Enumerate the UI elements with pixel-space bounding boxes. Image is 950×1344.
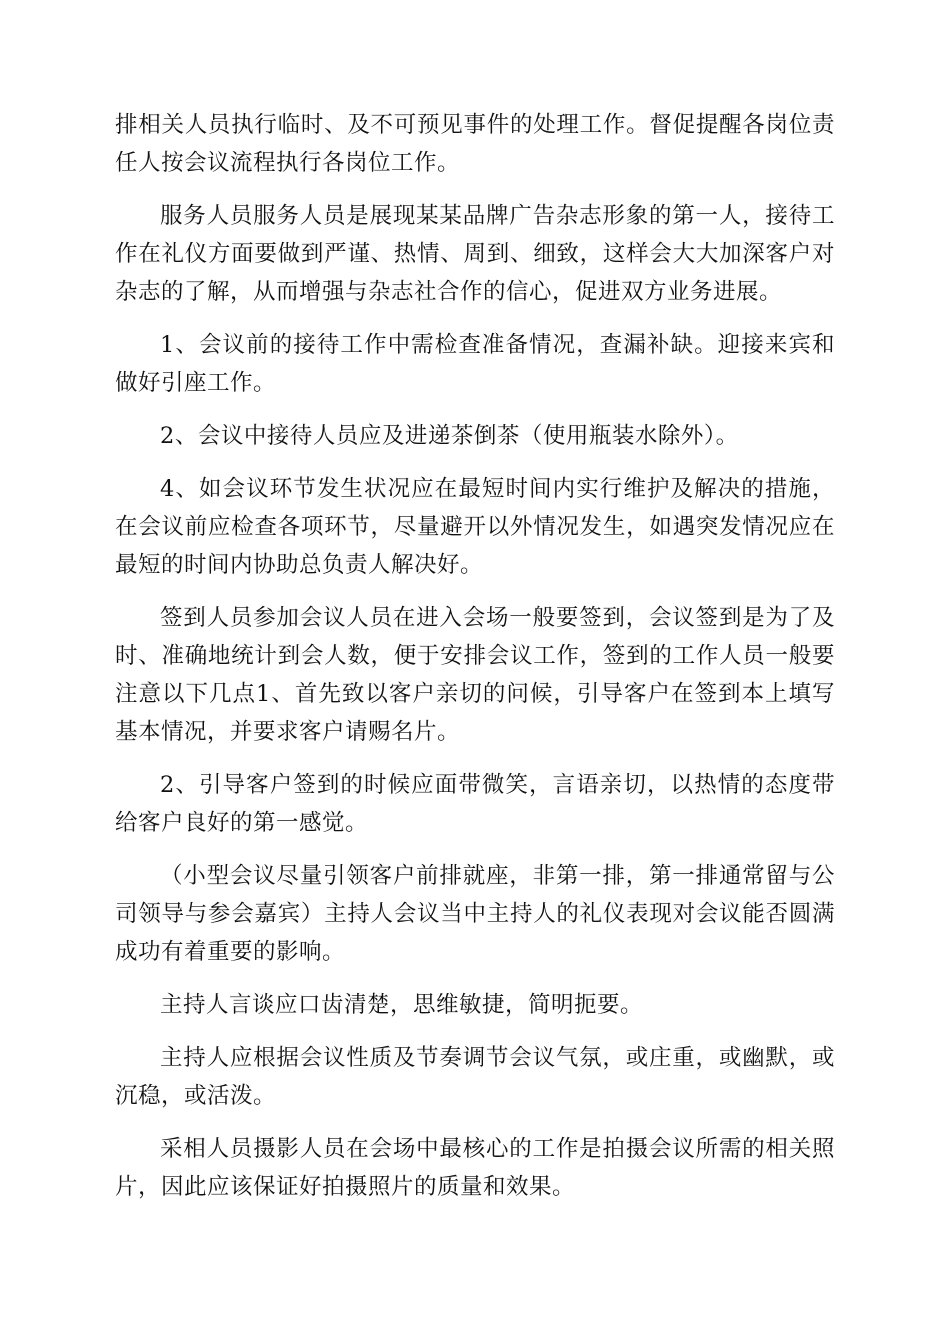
paragraph: （小型会议尽量引领客户前排就座，非第一排，第一排通常留与公司领导与参会嘉宾）主持人会议当中主持人的礼仪表现对会议能否圆满成功有着重要的影响。	[115, 863, 835, 965]
paragraph: 2、引导客户签到的时候应面带微笑，言语亲切，以热情的态度带给客户良好的第一感觉。	[115, 772, 835, 836]
paragraph: 4、如会议环节发生状况应在最短时间内实行维护及解决的措施，在会议前应检查各项环节，尽量避开以外情况发生，如遇突发情况应在最短的时间内协助总负责人解决好。	[115, 476, 835, 578]
document-body	[115, 106, 835, 1221]
paragraph: 服务人员服务人员是展现某某品牌广告杂志形象的第一人，接待工作在礼仪方面要做到严谨、热情、周到、细致，这样会大大加深客户对杂志的了解，从而增强与杂志社合作的信心，促进双方业务进展。	[115, 203, 835, 305]
paragraph: 签到人员参加会议人员在进入会场一般要签到，会议签到是为了及时、准确地统计到会人数，便于安排会议工作，签到的工作人员一般要注意以下几点1、首先致以客户亲切的问候，引导客户在签到本上填写基本情况，并要求客户请赐名片。	[115, 605, 835, 745]
paragraph: 主持人言谈应口齿清楚，思维敏捷，简明扼要。	[160, 992, 644, 1018]
paragraph: 1、会议前的接待工作中需检查准备情况，查漏补缺。迎接来宾和做好引座工作。	[115, 332, 835, 396]
paragraph: 主持人应根据会议性质及节奏调节会议气氛，或庄重，或幽默，或沉稳，或活泼。	[115, 1045, 835, 1109]
paragraph: 采相人员摄影人员在会场中最核心的工作是拍摄会议所需的相关照片，因此应该保证好拍摄照片的质量和效果。	[115, 1136, 835, 1200]
paragraph: 排相关人员执行临时、及不可预见事件的处理工作。督促提醒各岗位责任人按会议流程执行各岗位工作。	[115, 112, 835, 176]
paragraph: 2、会议中接待人员应及进递茶倒茶（使用瓶装水除外）。	[160, 423, 739, 449]
